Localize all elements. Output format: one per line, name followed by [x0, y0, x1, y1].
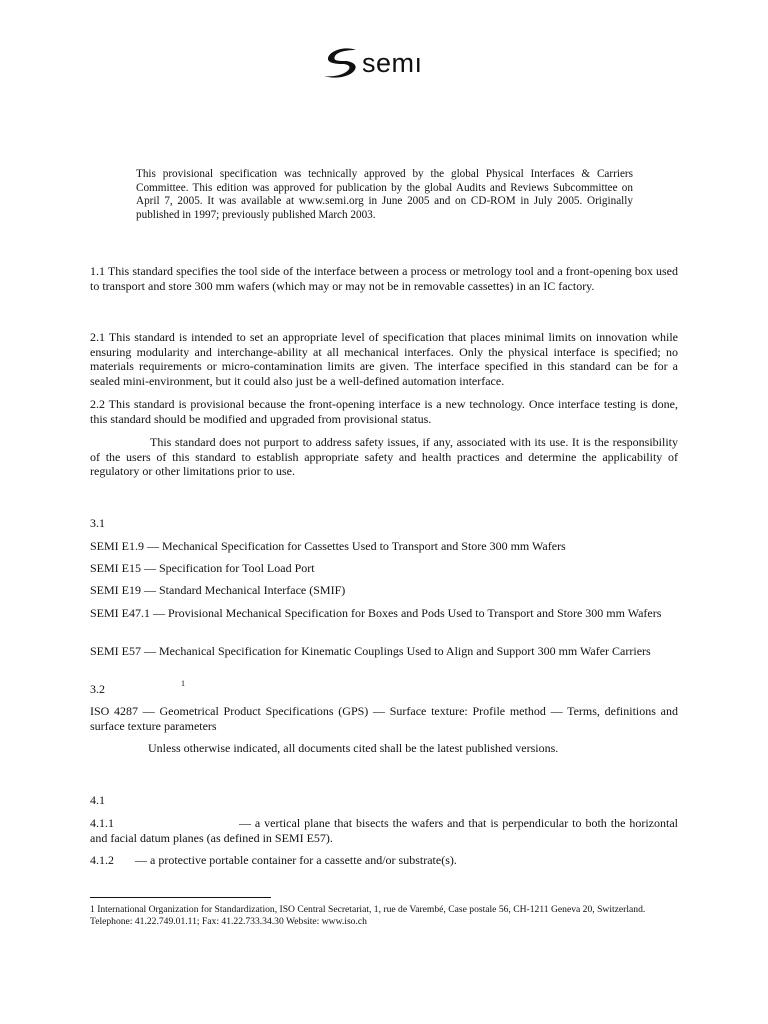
- semi-logo: [322, 46, 452, 82]
- footnote-divider: [90, 897, 271, 898]
- section-2-1: 2.1 This standard is intended to set an appropriate level of specification that places minimal limits on innovation while ensuring modularity and interchange-ability at all mechanical interfaces. Only the physical interface is specified; no materials requirements or micro-contamination limits are given. The interface specified in this standard can be for a sealed mini-environment, but it could also just be a well-defined automation interface.: [90, 330, 678, 388]
- section-4-1-2-text: — a protective portable container for a cassette and/or substrate(s).: [135, 853, 457, 867]
- reference-semi-e15: SEMI E15 — Specification for Tool Load Port: [90, 561, 315, 575]
- reference-semi-e47-1: SEMI E47.1 — Provisional Mechanical Specification for Boxes and Pods Used to Transport and Store 300 mm Wafers: [90, 606, 662, 620]
- section-4-1-1-text: — a vertical plane that bisects the wafers and that is perpendicular to both the horizontal and facial datum planes (as defined in SEMI E57).: [90, 816, 678, 845]
- safety-statement: This standard does not purport to address safety issues, if any, associated with its use. It is the responsibility of the users of this standard to establish appropriate safety and health practices and determine the applicability of regulatory or other limitations prior to use.: [90, 435, 678, 479]
- reference-semi-e1-9: SEMI E1.9 — Mechanical Specification for Cassettes Used to Transport and Store 300 mm Wafers: [90, 539, 566, 553]
- reference-iso-4287: ISO 4287 — Geometrical Product Specifications (GPS) — Surface texture: Profile method — Terms, definitions and surface texture parameters: [90, 704, 678, 733]
- section-1-1: 1.1 This standard specifies the tool side of the interface between a process or metrology tool and a front-opening box used to transport and store 300 mm wafers (which may or may not be in removable cassettes) in an IC factory.: [90, 264, 678, 293]
- reference-semi-e19: SEMI E19 — Standard Mechanical Interface (SMIF): [90, 583, 346, 597]
- provisional-approval-note: This provisional specification was technically approved by the global Physical Interfaces & Carriers Committee. This edition was approved for publication by the global Audits and Reviews Subcommittee on April 7, 2005. It was available at www.semi.org in June 2005 and on CD-ROM in July 2005. Originally published in 1997; previously published March 2003.: [136, 168, 633, 221]
- section-4-1-1-number: 4.1.1: [90, 816, 114, 830]
- section-4-1-2: [90, 853, 678, 868]
- unless-indicated-note: Unless otherwise indicated, all documents cited shall be the latest published versions.: [148, 741, 559, 755]
- semi-swoosh-icon: [322, 46, 362, 80]
- section-3-2-heading: 3.2: [90, 682, 105, 696]
- section-4-1-heading: 4.1: [90, 793, 105, 807]
- section-4-1-2-number: 4.1.2: [90, 853, 114, 867]
- section-3-1-heading: 3.1: [90, 516, 105, 530]
- footnote-iso: 1 International Organization for Standardization, ISO Central Secretariat, 1, rue de Varembé, Case postale 56, CH-1211 Geneva 20, Switzerland. Telephone: 41.22.749.01.11; Fax: 41.22.733.34.30 Website: www.iso.ch: [90, 904, 646, 928]
- reference-semi-e57: SEMI E57 — Mechanical Specification for Kinematic Couplings Used to Align and Support 300 mm Wafer Carriers: [90, 644, 651, 658]
- footnote-marker: 1: [181, 679, 185, 688]
- semi-logo-text: semı: [362, 48, 423, 78]
- section-2-2: 2.2 This standard is provisional because the front-opening interface is a new technology. Once interface testing is done, this standard should be modified and upgraded from provisional status.: [90, 397, 678, 426]
- section-4-1-1: [90, 816, 678, 845]
